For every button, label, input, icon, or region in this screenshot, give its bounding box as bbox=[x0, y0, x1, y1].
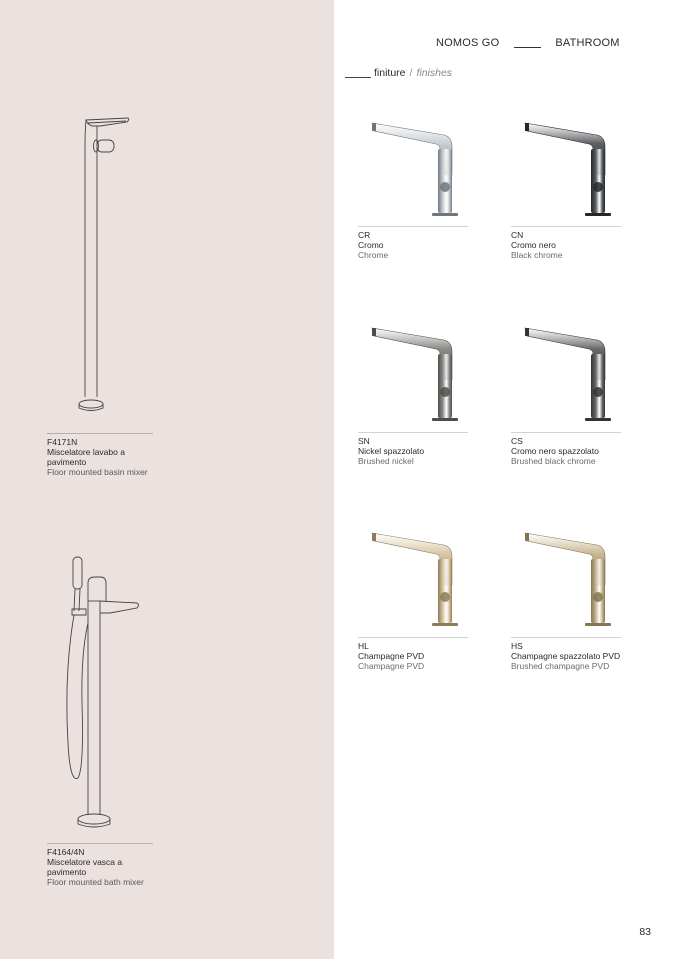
product-rule bbox=[47, 843, 153, 844]
finish-image-cs bbox=[513, 320, 623, 428]
finish-name-en: Brushed champagne PVD bbox=[511, 661, 610, 671]
section-title-line bbox=[345, 77, 371, 78]
basin-mixer-drawing bbox=[70, 112, 140, 417]
product-bath-mixer bbox=[47, 843, 153, 887]
product-name-en: Floor mounted basin mixer bbox=[47, 467, 148, 477]
finish-image-hs bbox=[513, 525, 623, 633]
left-panel bbox=[0, 0, 334, 959]
bath-mixer-drawing bbox=[60, 553, 150, 833]
finish-name-it: Cromo nero spazzolato bbox=[511, 446, 599, 456]
finish-image-cn bbox=[513, 115, 623, 223]
finish-name-en: Brushed black chrome bbox=[511, 456, 596, 466]
finish-name-en: Black chrome bbox=[511, 250, 563, 260]
finish-rule bbox=[358, 226, 468, 227]
category-label: BATHROOM bbox=[555, 37, 620, 49]
finish-name-en: Brushed nickel bbox=[358, 456, 414, 466]
product-name-en: Floor mounted bath mixer bbox=[47, 877, 144, 887]
finish-rule bbox=[511, 637, 621, 638]
finish-name-it: Champagne PVD bbox=[358, 651, 425, 661]
product-code: F4171N bbox=[47, 437, 78, 447]
section-title-en: finishes bbox=[416, 67, 453, 79]
finish-code: HS bbox=[511, 641, 523, 651]
finish-cn bbox=[511, 226, 621, 260]
finish-code: CS bbox=[511, 436, 523, 446]
finish-code: SN bbox=[358, 436, 370, 446]
page-number: 83 bbox=[639, 926, 651, 938]
finish-name-it: Cromo bbox=[358, 240, 384, 250]
header-separator bbox=[514, 47, 541, 48]
finish-image-hl bbox=[360, 525, 470, 633]
finish-hs bbox=[511, 637, 621, 671]
finish-image-sn bbox=[360, 320, 470, 428]
finish-code: CR bbox=[358, 230, 371, 240]
product-basin-mixer bbox=[47, 433, 153, 477]
section-title bbox=[345, 67, 452, 79]
finish-sn bbox=[358, 432, 468, 466]
section-title-it: finiture bbox=[374, 67, 406, 79]
product-name-it: Miscelatore lavabo a pavimento bbox=[47, 447, 125, 467]
finish-name-it: Nickel spazzolato bbox=[358, 446, 425, 456]
product-code: F4164/4N bbox=[47, 847, 85, 857]
finish-cr bbox=[358, 226, 468, 260]
page-header bbox=[436, 37, 620, 49]
finish-name-en: Chrome bbox=[358, 250, 389, 260]
finish-name-it: Cromo nero bbox=[511, 240, 556, 250]
finish-name-it: Champagne spazzolato PVD bbox=[511, 651, 621, 661]
finish-hl bbox=[358, 637, 468, 671]
finish-rule bbox=[358, 637, 468, 638]
finish-rule bbox=[511, 432, 621, 433]
finish-code: CN bbox=[511, 230, 524, 240]
finish-cs bbox=[511, 432, 621, 466]
product-rule bbox=[47, 433, 153, 434]
brand-label: NOMOS GO bbox=[436, 37, 500, 49]
finish-rule bbox=[358, 432, 468, 433]
product-name-it: Miscelatore vasca a pavimento bbox=[47, 857, 123, 877]
finish-rule bbox=[511, 226, 621, 227]
finish-name-en: Champagne PVD bbox=[358, 661, 425, 671]
finish-code: HL bbox=[358, 641, 369, 651]
section-title-slash: / bbox=[409, 67, 413, 79]
finish-image-cr bbox=[360, 115, 470, 223]
